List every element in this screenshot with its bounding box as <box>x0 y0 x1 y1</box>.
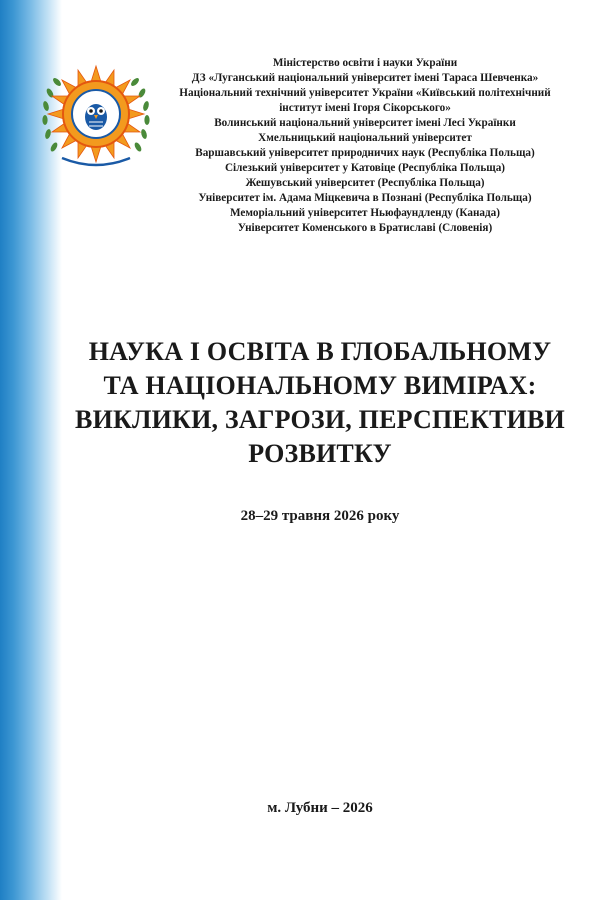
organizer-line: Жешувський університет (Республіка Польща) <box>245 177 485 189</box>
place-and-year: м. Лубни – 2026 <box>267 800 373 816</box>
title-line: ВИКЛИКИ, ЗАГРОЗИ, ПЕРСПЕКТИВИ <box>75 405 565 434</box>
organizer-line: Волинський національний університет імені Лесі Українки <box>214 117 516 129</box>
university-emblem-icon <box>34 52 158 176</box>
title-line: РОЗВИТКУ <box>248 439 392 468</box>
organizer-line: Міністерство освіти і науки України <box>272 57 458 69</box>
organizers-list <box>160 56 570 236</box>
title-line: ТА НАЦІОНАЛЬНОМУ ВИМІРАХ: <box>103 371 537 400</box>
organizer-line: інститут імені Ігоря Сікорського» <box>279 102 451 114</box>
organizer-line: Меморіальний університет Ньюфаундленду (Канада) <box>230 207 500 219</box>
organizer-line: Варшавський університет природничих наук (Республіка Польща) <box>195 147 535 159</box>
organizer-line: Університет ім. Адама Міцкевича в Познані (Республіка Польща) <box>198 192 532 204</box>
organizer-line: Національний технічний університет України «Київський політехнічний <box>179 87 551 99</box>
organizer-line: Хмельницький національний університет <box>258 132 472 144</box>
conference-date: 28–29 травня 2026 року <box>240 508 400 524</box>
organizer-line: Університет Коменського в Братиславі (Словенія) <box>237 222 493 234</box>
title-line: НАУКА І ОСВІТА В ГЛОБАЛЬНОМУ <box>88 337 552 366</box>
organizer-line: Сілезький університет у Катовіце (Республіка Польща) <box>224 162 506 174</box>
conference-title <box>40 335 600 471</box>
organizer-line: ДЗ «Луганський національний університет імені Тараса Шевченка» <box>191 72 539 84</box>
